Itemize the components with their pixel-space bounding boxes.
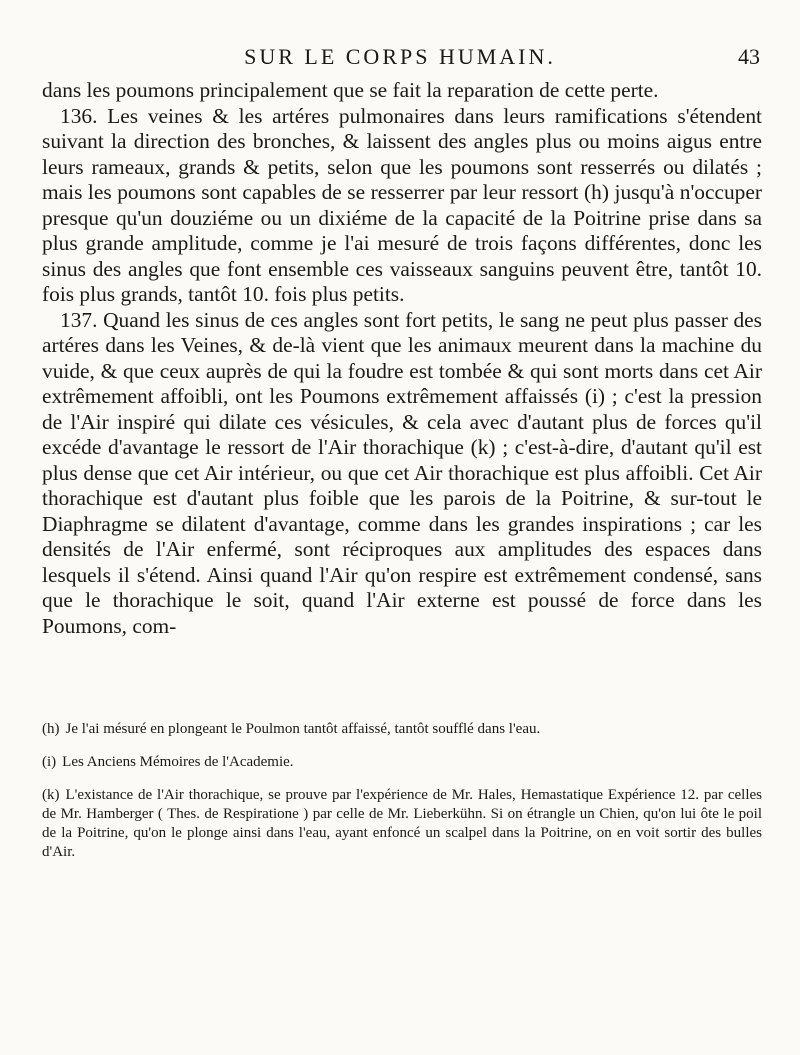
footnote-text: Les Anciens Mémoires de l'Academie.: [62, 754, 294, 770]
footnote-text: L'existance de l'Air thorachique, se prouve par l'expérience de Mr. Hales, Hemastatique Expérience 12. par celles de Mr. Hamberger ( Thes. de Respiratione ) par celle de Mr. Lieberkühn. Si on étrangle un Chien, qu'on lui ôte le poil de la Poitrine, qu'on le plonge ainsi dans l'eau, ayant enfoncé un scalpel dans la Poitrine, on en voit sortir des bulles d'Air.: [42, 787, 762, 860]
running-title: SUR LE CORPS HUMAIN.: [244, 44, 556, 69]
page-header: [40, 44, 760, 74]
paragraph-136: 136. Les veines & les artéres pulmonaires dans leurs ramifications s'étendent suivant la direction des bronches, & laissent des angles plus ou moins aigus entre leurs rameaux, grands & petits, selon que les poumons sont resserrés ou dilatés ; mais les poumons sont capables de se resserrer par leur ressort (h) jusqu'à n'occuper presque qu'un douziéme ou un dixiéme de la capacité de la Poitrine prise dans sa plus grande amplitude, comme je l'ai mesuré de trois façons différentes, donc les sinus des angles que font ensemble ces vaisseaux sanguins peuvent être, tantôt 10. fois plus grands, tantôt 10. fois plus petits.: [42, 103, 762, 306]
footnote-i: [42, 753, 762, 772]
footnote-mark: (i): [42, 754, 57, 770]
footnote-text: Je l'ai mésuré en plongeant le Poulmon tantôt affaissé, tantôt soufflé dans l'eau.: [65, 721, 541, 737]
paragraph-137: 137. Quand les sinus de ces angles sont fort petits, le sang ne peut plus passer des artéres dans les Veines, & de-là vient que les animaux meurent dans la machine du vuide, & que ceux auprès de qui la foudre est tombée & qui sont morts dans cet Air extrêmement affoibli, ont les Poumons extrêmement affaissés (i) ; c'est la pression de l'Air inspiré qui dilate ces vésicules, & cela avec d'autant plus de forces qu'il excéde d'avantage le ressort de l'Air thorachique (k) ; c'est-à-dire, d'autant qu'il est plus dense que cet Air intérieur, ou que cet Air thorachique est plus affoibli. Cet Air thorachique est d'autant plus foible que les parois de la Poitrine, & sur-tout le Diaphragme se dilatent d'avantage, comme dans les grandes inspirations ; car les densités de l'Air enfermé, sont réciproques aux amplitudes des espaces dans lesquels il s'étend. Ainsi quand l'Air qu'on respire est extrêmement condensé, sans que le thorachique le soit, quand l'Air externe est poussé de force dans les Poumons, com-: [42, 307, 762, 638]
page-number: 43: [738, 44, 760, 69]
footnote-k: [42, 786, 762, 862]
footnote-mark: (k): [42, 787, 60, 803]
footnote-mark: (h): [42, 721, 60, 737]
footnote-h: [42, 720, 762, 739]
paragraph-continuation: dans les poumons principalement que se fait la reparation de cette perte.: [42, 78, 659, 102]
body-text: [42, 78, 762, 639]
footnotes: [42, 720, 762, 876]
